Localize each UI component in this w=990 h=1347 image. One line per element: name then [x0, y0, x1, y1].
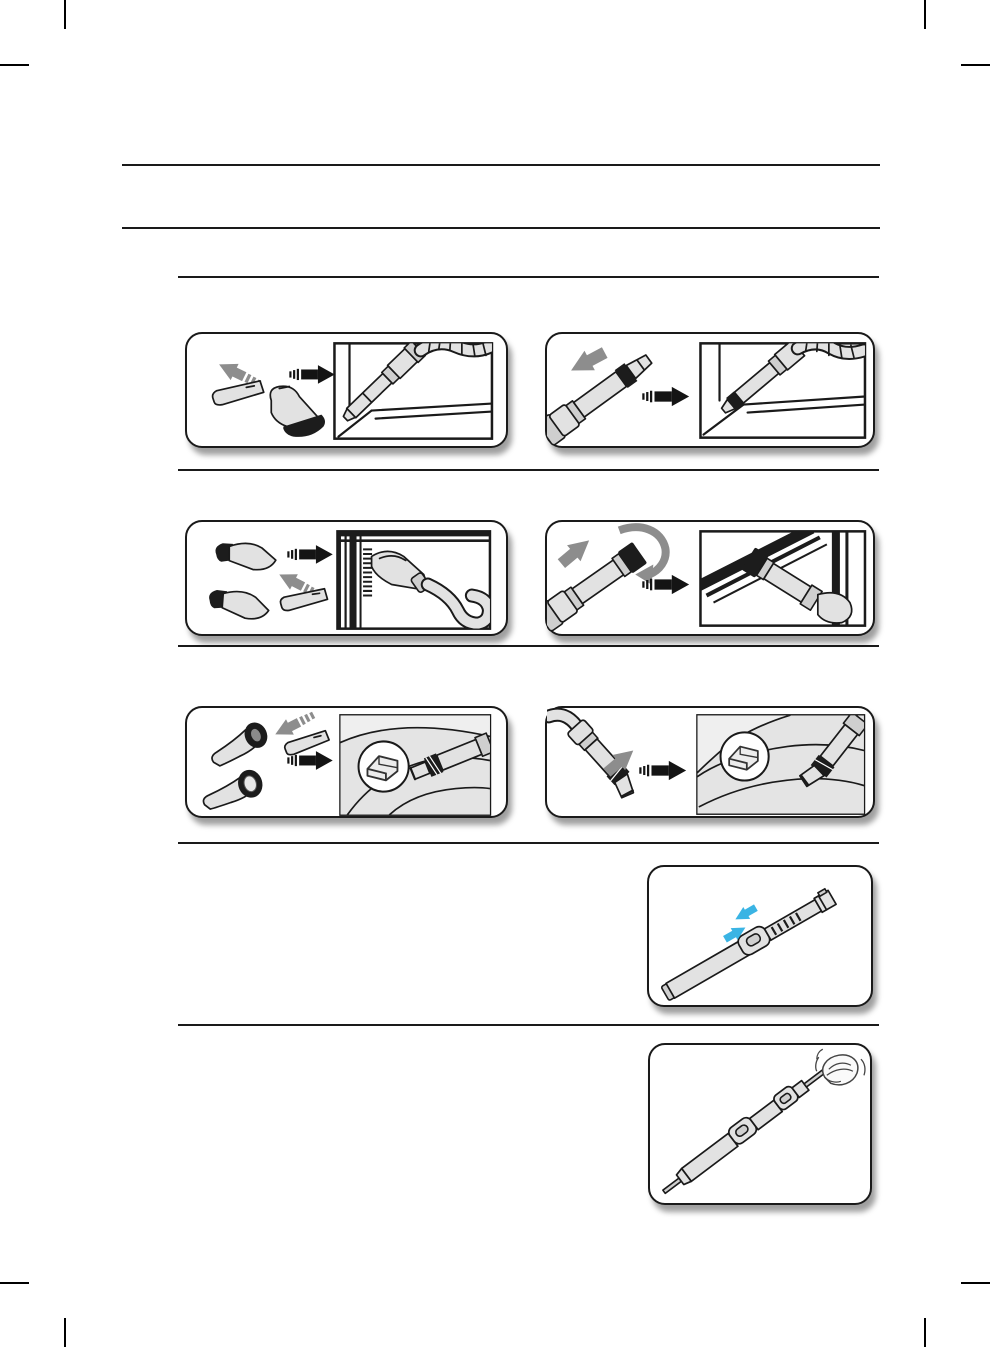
crop-mark-top-left-h [0, 64, 29, 66]
panel-upholstery-tool-attach [185, 706, 508, 818]
crop-mark-bottom-right-v [924, 1318, 926, 1347]
subsection-rule-1 [178, 276, 879, 278]
window-frame-cleaning-scene [337, 531, 489, 628]
black-insert-arrow-icon [289, 365, 334, 384]
sofa-cleaning-scene [340, 715, 493, 814]
corner-cleaning-scene [334, 335, 491, 438]
nozzle-illustration [565, 719, 642, 801]
edge-cleaning-scene [700, 336, 865, 437]
hand-pulling-icon [816, 1049, 865, 1085]
crop-mark-bottom-right-h [961, 1282, 990, 1284]
subsection-rule-4 [178, 842, 879, 844]
telescopic-pipe-illustration [659, 887, 837, 1002]
panel-brush-rotate-door-frame [545, 520, 875, 636]
section-rule-1 [122, 164, 880, 166]
gray-arrow-icon [566, 343, 610, 380]
crevice-tool-illustration [211, 377, 264, 408]
blue-slide-arrow-up-icon [732, 902, 759, 926]
panel-crevice-tool-attach [185, 332, 508, 448]
subsection-rule-5 [178, 1024, 879, 1026]
sofa-cleaning-scene [697, 711, 867, 814]
panel-nozzle-sofa-clean [545, 706, 875, 818]
wand-with-brush-illustration [547, 541, 648, 632]
handle-wand-illustration [547, 348, 657, 446]
panel-telescopic-pipe-pull-rod [648, 1043, 872, 1205]
subsection-rule-2 [178, 469, 879, 471]
panel-dusting-brush-window-frame [185, 520, 508, 636]
brush-attachment-illustration-1 [214, 536, 276, 575]
panel-telescopic-pipe-adjust [647, 865, 873, 1007]
gray-arrow-icon [555, 532, 596, 571]
crop-mark-bottom-left-v [64, 1318, 66, 1347]
hose-handle-illustration [270, 386, 325, 437]
brush-attachment-illustration-2 [209, 586, 270, 621]
black-insert-arrow-icon [642, 387, 689, 406]
crop-mark-bottom-left-h [0, 1282, 29, 1284]
black-insert-arrow-icon [639, 761, 686, 780]
telescopic-pipe-illustration [657, 1058, 834, 1198]
section-rule-2 [122, 227, 880, 229]
upholstery-brush-illustration-2 [203, 763, 268, 813]
crop-mark-top-right-v [924, 0, 926, 29]
black-insert-arrow-icon [287, 545, 332, 564]
crop-mark-top-left-v [64, 0, 66, 29]
subsection-rule-3 [178, 645, 879, 647]
upholstery-brush-illustration-1 [209, 718, 272, 766]
crop-mark-top-right-h [961, 64, 990, 66]
panel-handle-wand-edge-clean [545, 332, 875, 448]
crevice-tool-illustration [279, 586, 327, 612]
door-frame-cleaning-scene [697, 528, 865, 625]
